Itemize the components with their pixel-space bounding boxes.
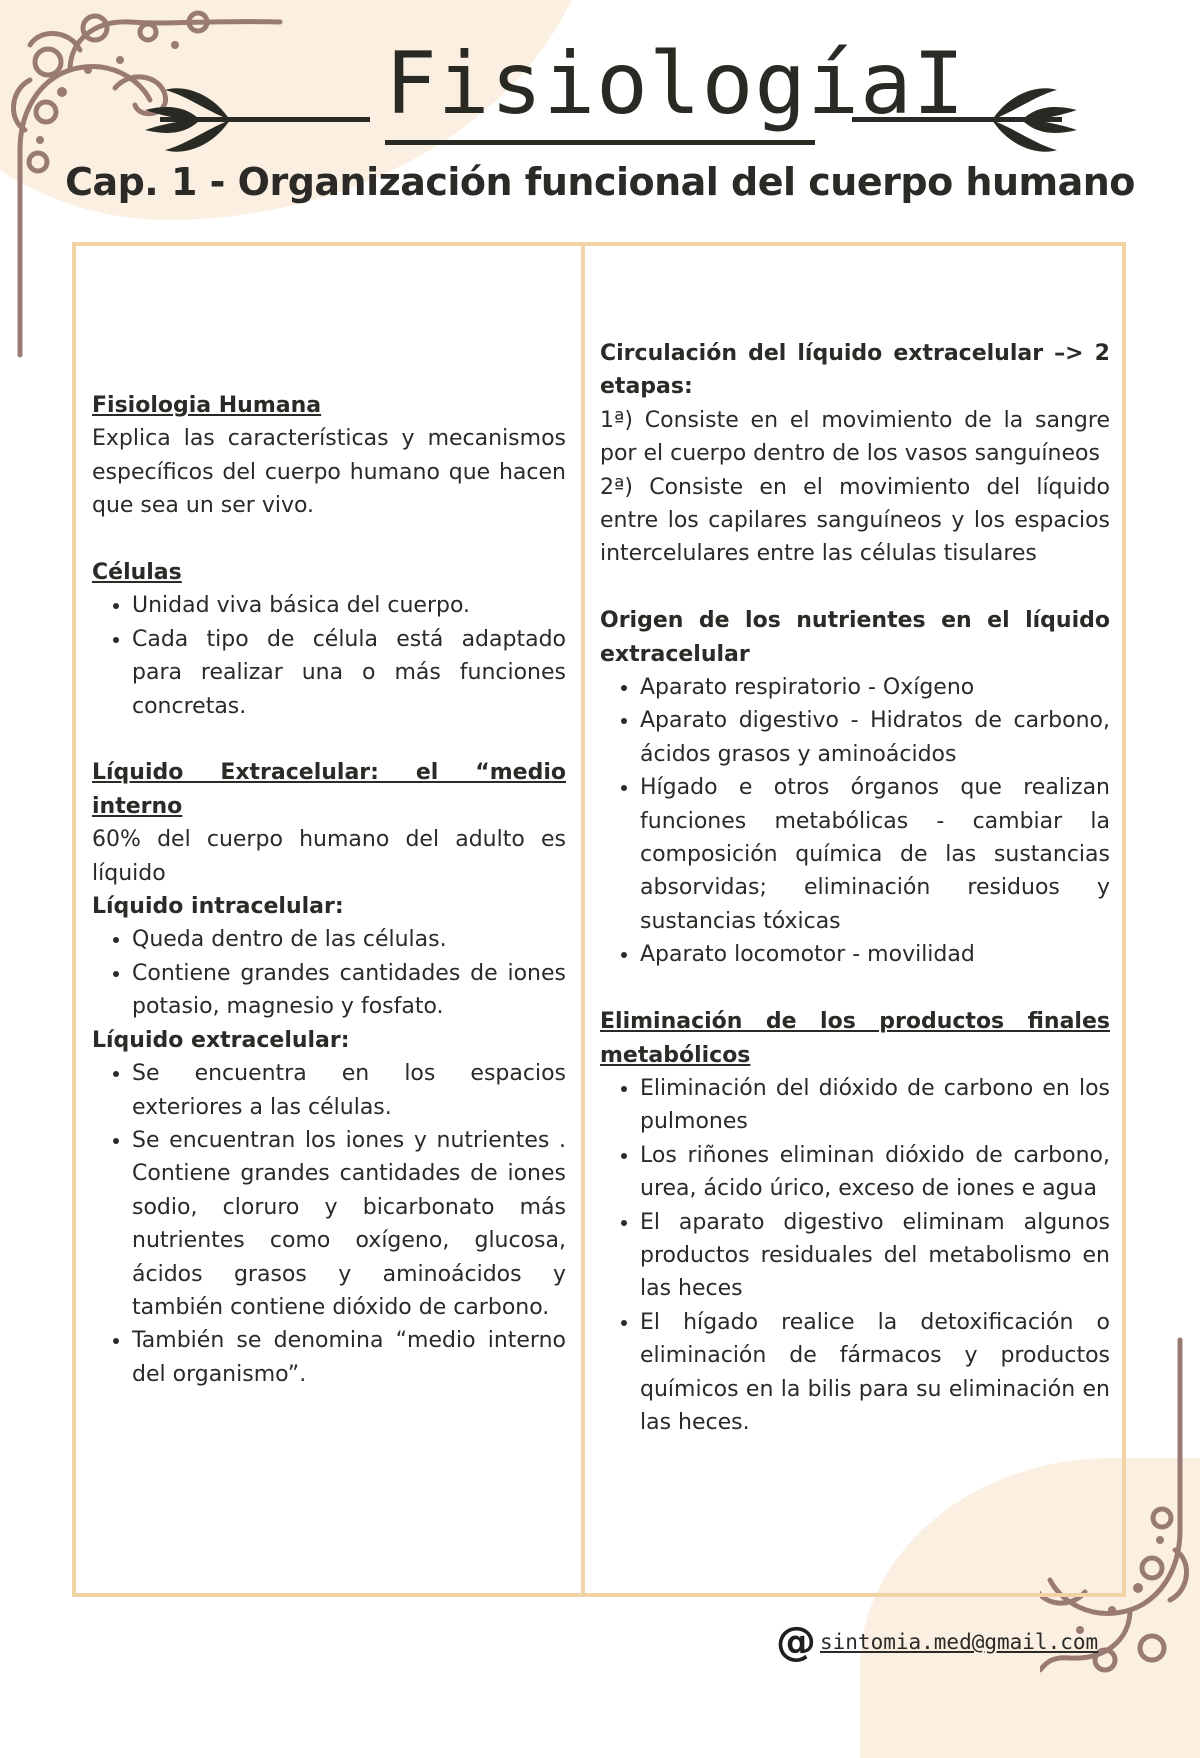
- list-item: • Eliminación del dióxido de carbono en los pulmones: [640, 1072, 1110, 1139]
- intracelular-heading: Líquido intracelular:: [92, 894, 344, 920]
- origen-list: [600, 671, 1110, 972]
- section-heading-eliminacion: Eliminación de los productos finales metabólicos: [600, 1009, 1110, 1068]
- page-title: FisiologíaI: [385, 28, 815, 145]
- right-column: [600, 337, 1110, 1439]
- email-link[interactable]: sintomia.med@gmail.com: [820, 1630, 1099, 1654]
- title-area: [0, 28, 1200, 158]
- left-column: [92, 389, 566, 1391]
- section-heading-fisiologia: Fisiologia Humana: [92, 393, 322, 418]
- list-item: • Los riñones eliminan dióxido de carbono, urea, ácido úrico, exceso de iones e agua: [640, 1139, 1110, 1206]
- list-item: • Aparato locomotor - movilidad: [640, 938, 1110, 971]
- list-item: • Aparato respiratorio - Oxígeno: [640, 671, 1110, 704]
- circulacion-step-2: 2ª) Consiste en el movimiento del líquido entre los capilares sanguíneos y los espacios intercelulares entre las células tisulares: [600, 474, 1110, 567]
- extracelular-list: [92, 1057, 566, 1391]
- list-item: • Se encuentran los iones y nutrientes . Contiene grandes cantidades de iones sodio, cloruro y bicarbonato más nutrientes como oxígeno, glucosa, ácidos grasos y aminoácidos y también contiene dióxido de carbono.: [132, 1124, 566, 1324]
- extracelular-heading: Líquido extracelular:: [92, 1027, 350, 1053]
- celulas-list: [92, 589, 566, 723]
- eliminacion-list: [600, 1072, 1110, 1439]
- section-heading-circulacion: Circulación del líquido extracelular –> 2 etapas:: [600, 341, 1110, 400]
- list-item: • Contiene grandes cantidades de iones potasio, magnesio y fosfato.: [132, 957, 566, 1024]
- chapter-subtitle: Cap. 1 - Organización funcional del cuerpo humano: [65, 160, 1135, 204]
- list-item: • Aparato digestivo - Hidratos de carbono, ácidos grasos y aminoácidos: [640, 704, 1110, 771]
- list-item: • Cada tipo de célula está adaptado para realizar una o más funciones concretas.: [132, 623, 566, 723]
- liquido-text: 60% del cuerpo humano del adulto es líquido: [92, 827, 566, 886]
- at-icon: @: [776, 1619, 816, 1665]
- list-item: • Se encuentra en los espacios exteriores a las células.: [132, 1057, 566, 1124]
- list-item: • El aparato digestivo eliminam algunos productos residuales del metabolismo en las heces: [640, 1206, 1110, 1306]
- list-item: • También se denomina “medio interno del organismo”.: [132, 1324, 566, 1391]
- list-item: • Hígado e otros órganos que realizan funciones metabólicas - cambiar la composición química de las sustancias absorvidas; eliminación residuos y sustancias tóxicas: [640, 771, 1110, 938]
- list-item: • El hígado realice la detoxificación o eliminación de fármacos y productos químicos en la bilis para su eliminación en las heces.: [640, 1306, 1110, 1440]
- section-heading-celulas: Células: [92, 560, 182, 586]
- fisiologia-text: Explica las características y mecanismos específicos del cuerpo humano que hacen que sea un ser vivo.: [92, 426, 566, 519]
- section-heading-origen: Origen de los nutrientes en el líquido extracelular: [600, 608, 1110, 667]
- column-divider: [581, 242, 585, 1597]
- list-item: • Unidad viva básica del cuerpo.: [132, 589, 566, 622]
- section-heading-liquido: Líquido Extracelular: el “medio interno: [92, 760, 566, 819]
- footer-contact: [776, 1619, 1099, 1665]
- intracelular-list: [92, 923, 566, 1023]
- circulacion-step-1: 1ª) Consiste en el movimiento de la sangre por el cuerpo dentro de los vasos sanguíneos: [600, 407, 1110, 467]
- list-item: • Queda dentro de las células.: [132, 923, 566, 956]
